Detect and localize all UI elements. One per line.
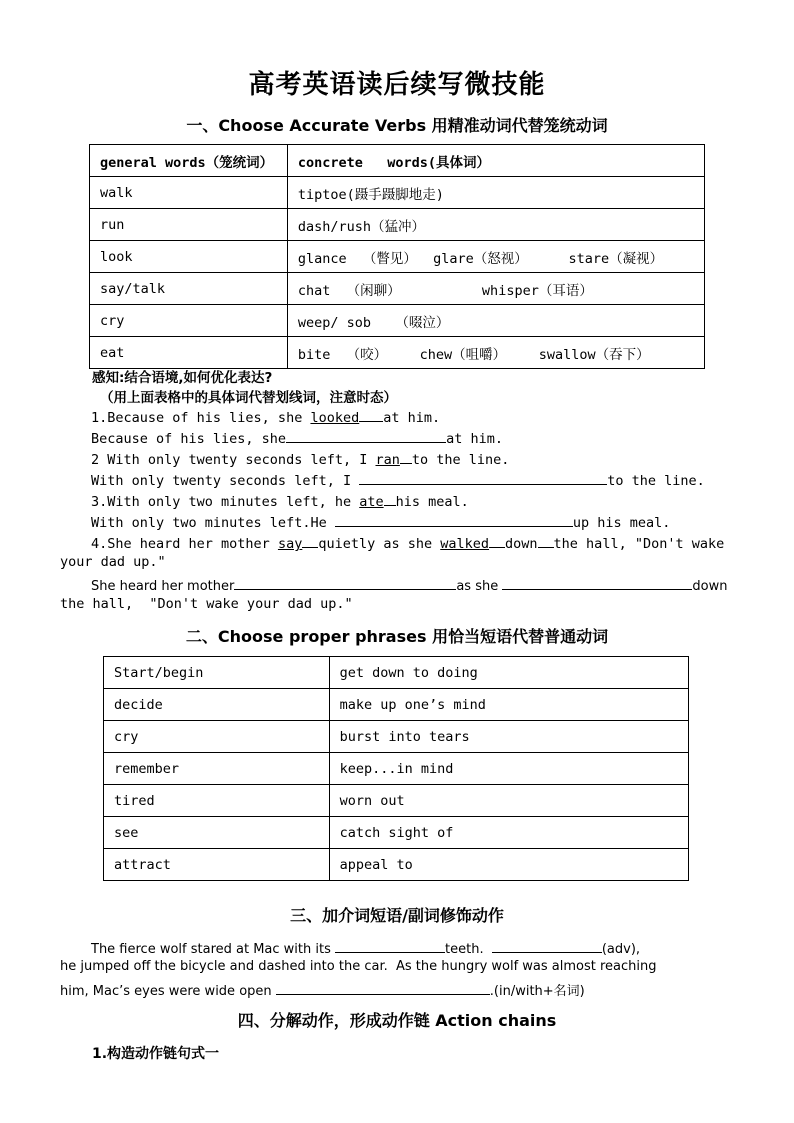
section-4-heading: 四、分解动作，形成动作链 Action chains — [237, 1011, 557, 1030]
table-cell: remember — [104, 753, 330, 785]
table-header-concrete: concrete words(具体词） — [287, 145, 704, 177]
sentence-1-rewrite: Because of his lies, she at him. — [91, 428, 503, 447]
table-cell: say/talk — [90, 273, 288, 305]
table-cell: chat （闲聊） whisper（耳语） — [287, 273, 704, 305]
section-3-line-2: he jumped off the bicycle and dashed into the car. As the hungry wolf was almost reaching — [60, 959, 657, 974]
table-row — [104, 753, 689, 785]
table-row — [90, 241, 705, 273]
underlined-word: looked — [310, 410, 360, 426]
table-header-general: general words（笼统词） — [90, 145, 288, 177]
table-row — [104, 689, 689, 721]
answer-blank[interactable] — [234, 575, 456, 590]
answer-blank[interactable] — [502, 575, 692, 590]
table-cell: dash/rush（猛冲） — [287, 209, 704, 241]
table-cell: decide — [104, 689, 330, 721]
answer-blank[interactable] — [335, 512, 573, 527]
section-3-line-3: him, Mac’s eyes were wide open .(in/with+名词) — [60, 980, 585, 999]
table-cell: eat — [90, 337, 288, 369]
answer-blank[interactable] — [335, 938, 445, 953]
table-cell: attract — [104, 849, 330, 881]
table-cell: bite （咬） chew（咀嚼） swallow（吞下） — [287, 337, 704, 369]
table-cell: run — [90, 209, 288, 241]
table-cell: catch sight of — [329, 817, 688, 849]
table-row — [104, 817, 689, 849]
sentence-4-rewrite-cont: the hall, "Don't wake your dad up." — [60, 596, 353, 612]
sentence-1-original: 1.Because of his lies, she looked at him. — [91, 407, 440, 426]
sentence-3-rewrite: With only two minutes left.He up his meal. — [91, 512, 670, 531]
table-cell: look — [90, 241, 288, 273]
table-cell: see — [104, 817, 330, 849]
table-row — [90, 305, 705, 337]
table-cell: tiptoe(蹑手蹑脚地走) — [287, 177, 704, 209]
underlined-word: walked — [440, 536, 490, 552]
table-cell: tired — [104, 785, 330, 817]
table-cell: burst into tears — [329, 721, 688, 753]
answer-blank[interactable] — [492, 938, 602, 953]
practice-instruction: （用上面表格中的具体词代替划线词，注意时态） — [100, 390, 397, 406]
section-3-line-1: The fierce wolf stared at Mac with its teeth. (adv), — [91, 938, 640, 957]
table-cell: appeal to — [329, 849, 688, 881]
table-header-row — [90, 145, 705, 177]
table-cell: weep/ sob （啜泣） — [287, 305, 704, 337]
section-3-heading: 三、加介词短语/副词修饰动作 — [290, 906, 504, 925]
underlined-word: ate — [359, 494, 384, 510]
page-title: 高考英语读后续写微技能 — [248, 70, 546, 100]
table-cell: walk — [90, 177, 288, 209]
section-1-heading: 一、Choose Accurate Verbs 用精准动词代替笼统动词 — [186, 116, 608, 135]
answer-blank[interactable] — [276, 980, 490, 995]
table-cell: cry — [90, 305, 288, 337]
sentence-3-original: 3.With only two minutes left, he ate his meal. — [91, 491, 469, 510]
sentence-4-rewrite: She heard her mother as she down — [91, 575, 727, 594]
table-row — [104, 785, 689, 817]
underlined-word: ran — [375, 452, 400, 468]
table-row — [90, 209, 705, 241]
verbs-table — [89, 144, 705, 369]
practice-intro: 感知:结合语境,如何优化表达? — [92, 370, 273, 386]
table-row — [104, 657, 689, 689]
table-row — [104, 849, 689, 881]
table-cell: worn out — [329, 785, 688, 817]
answer-blank[interactable] — [359, 470, 607, 485]
section-2-heading: 二、Choose proper phrases 用恰当短语代替普通动词 — [185, 627, 609, 646]
sentence-2-rewrite: With only twenty seconds left, I to the line. — [91, 470, 705, 489]
table-cell: cry — [104, 721, 330, 753]
underlined-word: say — [277, 536, 303, 552]
sentence-2-original: 2 With only twenty seconds left, I ran to the line. — [91, 449, 509, 468]
table-cell: glance （瞥见） glare（怒视） stare（凝视） — [287, 241, 704, 273]
answer-blank[interactable] — [286, 428, 446, 443]
sentence-4-original-cont: your dad up." — [60, 554, 166, 570]
phrases-table — [103, 656, 689, 881]
table-cell: get down to doing — [329, 657, 688, 689]
table-cell: keep...in mind — [329, 753, 688, 785]
table-row — [90, 177, 705, 209]
table-row — [104, 721, 689, 753]
table-cell: make up one’s mind — [329, 689, 688, 721]
sentence-4-original: 4.She heard her mother say quietly as she walked down the hall, "Don't wake — [91, 533, 724, 552]
table-row — [90, 337, 705, 369]
table-cell: Start/begin — [104, 657, 330, 689]
table-row — [90, 273, 705, 305]
section-4-subheading: 1.构造动作链句式一 — [92, 1046, 220, 1062]
